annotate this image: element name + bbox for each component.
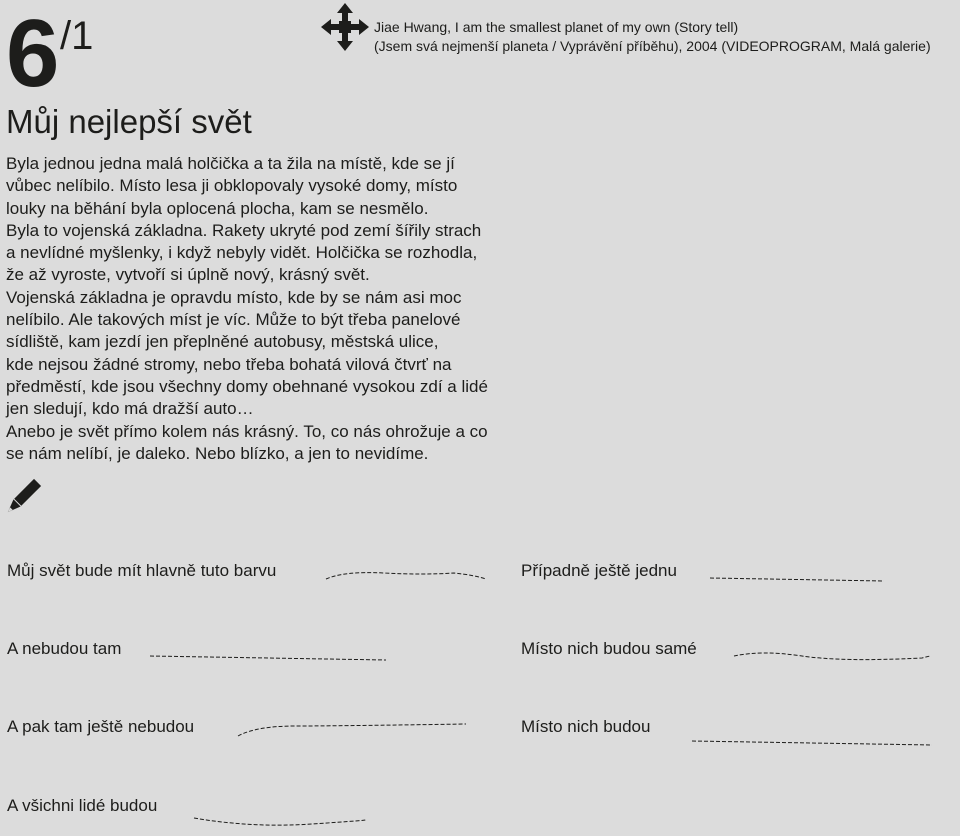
move-arrows-icon bbox=[320, 2, 370, 52]
prompt-main-color: Můj svět bude mít hlavně tuto barvu bbox=[7, 561, 277, 580]
story-line: Vojenská základna je opravdu místo, kde by se nám asi moc bbox=[6, 287, 462, 307]
story-line: jen sledují, kdo má dražší auto… bbox=[6, 399, 254, 419]
story-line: že až vyroste, vytvoří si úplně nový, krásný svět. bbox=[6, 265, 370, 285]
answer-line-all-people[interactable] bbox=[192, 812, 366, 836]
page-title: Můj nejlepší svět bbox=[6, 103, 252, 140]
story-line: kde nejsou žádné stromy, nebo třeba bohatá vilová čtvrť na bbox=[6, 354, 452, 374]
answer-line-also-not[interactable] bbox=[236, 718, 468, 742]
story-line: louky na běhání byla oplocená plocha, kam se nesmělo. bbox=[6, 198, 429, 218]
story-line: vůbec nelíbilo. Místo lesa ji obklopovaly vysoké domy, místo bbox=[6, 176, 458, 196]
answer-line-will-not-be[interactable] bbox=[148, 648, 388, 672]
prompt-also-not: A pak tam ještě nebudou bbox=[7, 717, 195, 736]
answer-line-instead[interactable] bbox=[690, 733, 934, 757]
artwork-credit bbox=[374, 18, 931, 56]
page-number-suffix: /1 bbox=[60, 14, 94, 58]
answer-line-second-color[interactable] bbox=[708, 570, 886, 594]
story-line: Byla to vojenská základna. Rakety ukryté pod zemí šířily strach bbox=[6, 220, 482, 240]
story-line: se nám nelíbí, je daleko. Nebo blízko, a jen to nevidíme. bbox=[6, 443, 429, 463]
prompt-all-people: A všichni lidé budou bbox=[7, 796, 158, 815]
story-line: Byla jednou jedna malá holčička a ta žila na místě, kde se jí bbox=[6, 154, 455, 173]
answer-line-main-color[interactable] bbox=[324, 565, 488, 589]
prompt-second-color: Případně ještě jednu bbox=[521, 561, 677, 580]
answer-line-instead-all[interactable] bbox=[732, 646, 932, 670]
credit-line-2: (Jsem svá nejmenší planeta / Vyprávění příběhu), 2004 (VIDEOPROGRAM, Malá galerie) bbox=[374, 38, 931, 54]
story-line: sídliště, kam jezdí jen přeplněné autobusy, městská ulice, bbox=[6, 332, 439, 352]
story-line: předměstí, kde jsou všechny domy obehnané vysokou zdí a lidé bbox=[6, 376, 488, 396]
pencil-icon bbox=[2, 478, 42, 518]
prompt-instead-all: Místo nich budou samé bbox=[521, 639, 697, 658]
prompt-instead: Místo nich budou bbox=[521, 717, 651, 736]
story-line: a nevlídné myšlenky, i když nebyly vidět. Holčička se rozhodla, bbox=[6, 243, 478, 263]
story-text bbox=[6, 153, 566, 465]
story-line: nelíbilo. Ale takových míst je víc. Může to být třeba panelové bbox=[6, 310, 461, 330]
credit-line-1: Jiae Hwang, I am the smallest planet of my own (Story tell) bbox=[374, 19, 739, 35]
page-number: 6 bbox=[6, 0, 57, 107]
story-line: Anebo je svět přímo kolem nás krásný. To, co nás ohrožuje a co bbox=[6, 421, 488, 441]
prompt-will-not-be: A nebudou tam bbox=[7, 639, 122, 658]
